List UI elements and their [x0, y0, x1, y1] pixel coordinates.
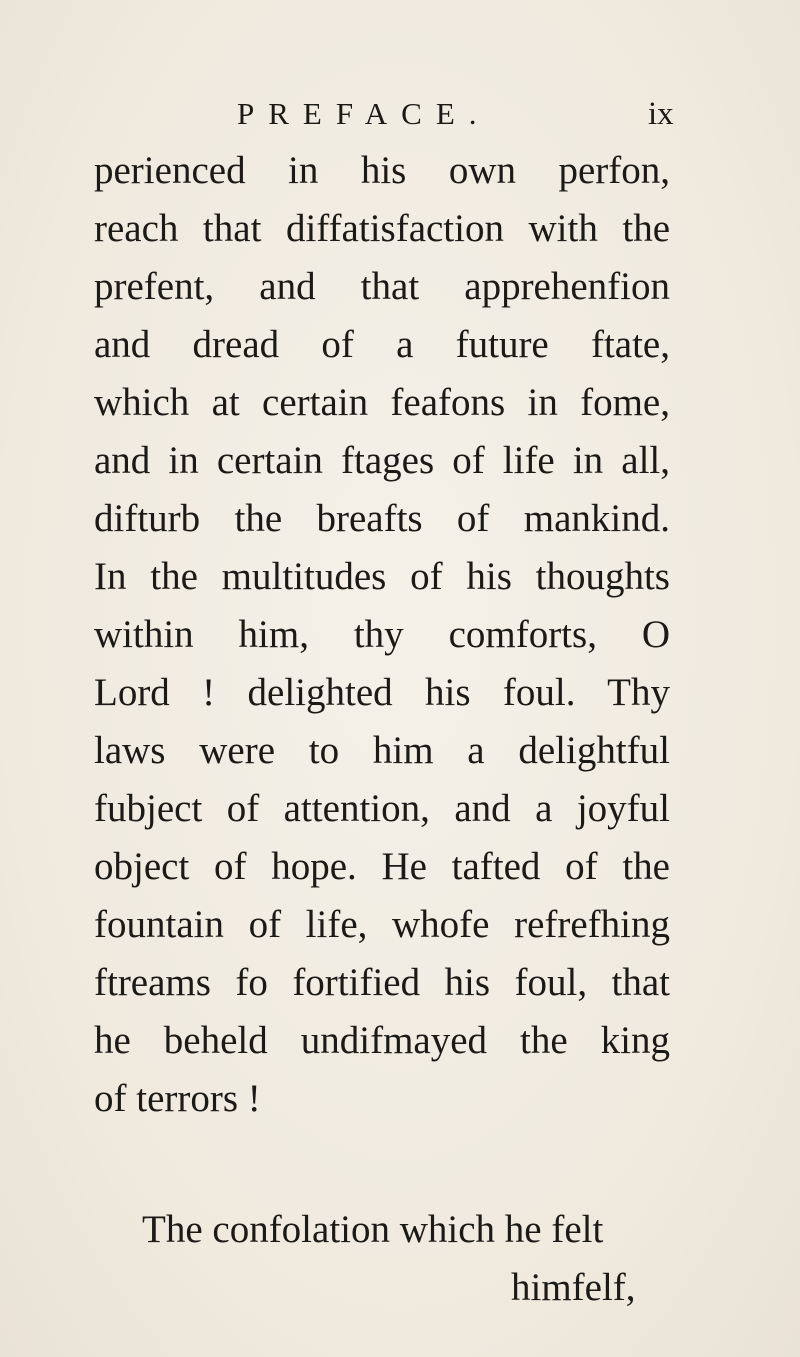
text-line: laws were to him a delightful — [94, 729, 670, 772]
text-line: which at certain feafons in fome, — [94, 381, 670, 424]
running-head — [0, 94, 800, 134]
text-line: and dread of a future ftate, — [94, 323, 670, 366]
catchword: himfelf, — [511, 1266, 636, 1309]
paragraph-first-line: The confolation which he felt — [142, 1208, 604, 1251]
running-title: PREFACE. — [237, 96, 491, 131]
text-line: he beheld undifmayed the king — [94, 1019, 670, 1062]
text-line: perienced in his own perfon, — [94, 149, 670, 192]
text-line: of terrors ! — [94, 1077, 261, 1120]
text-line: within him, thy comforts, O — [94, 613, 670, 656]
text-line: Lord ! delighted his foul. Thy — [94, 671, 670, 714]
text-line: ftreams fo fortified his foul, that — [94, 961, 670, 1004]
text-line: and in certain ftages of life in all, — [94, 439, 670, 482]
text-line: In the multitudes of his thoughts — [94, 555, 670, 598]
text-line: reach that diffatisfaction with the — [94, 207, 670, 250]
text-line: prefent, and that apprehenfion — [94, 265, 670, 308]
page-number: ix — [648, 96, 674, 132]
text-line: fountain of life, whofe refrefhing — [94, 903, 670, 946]
text-line: object of hope. He tafted of the — [94, 845, 670, 888]
text-line: difturb the breafts of mankind. — [94, 497, 670, 540]
text-line: fubject of attention, and a joyful — [94, 787, 670, 830]
